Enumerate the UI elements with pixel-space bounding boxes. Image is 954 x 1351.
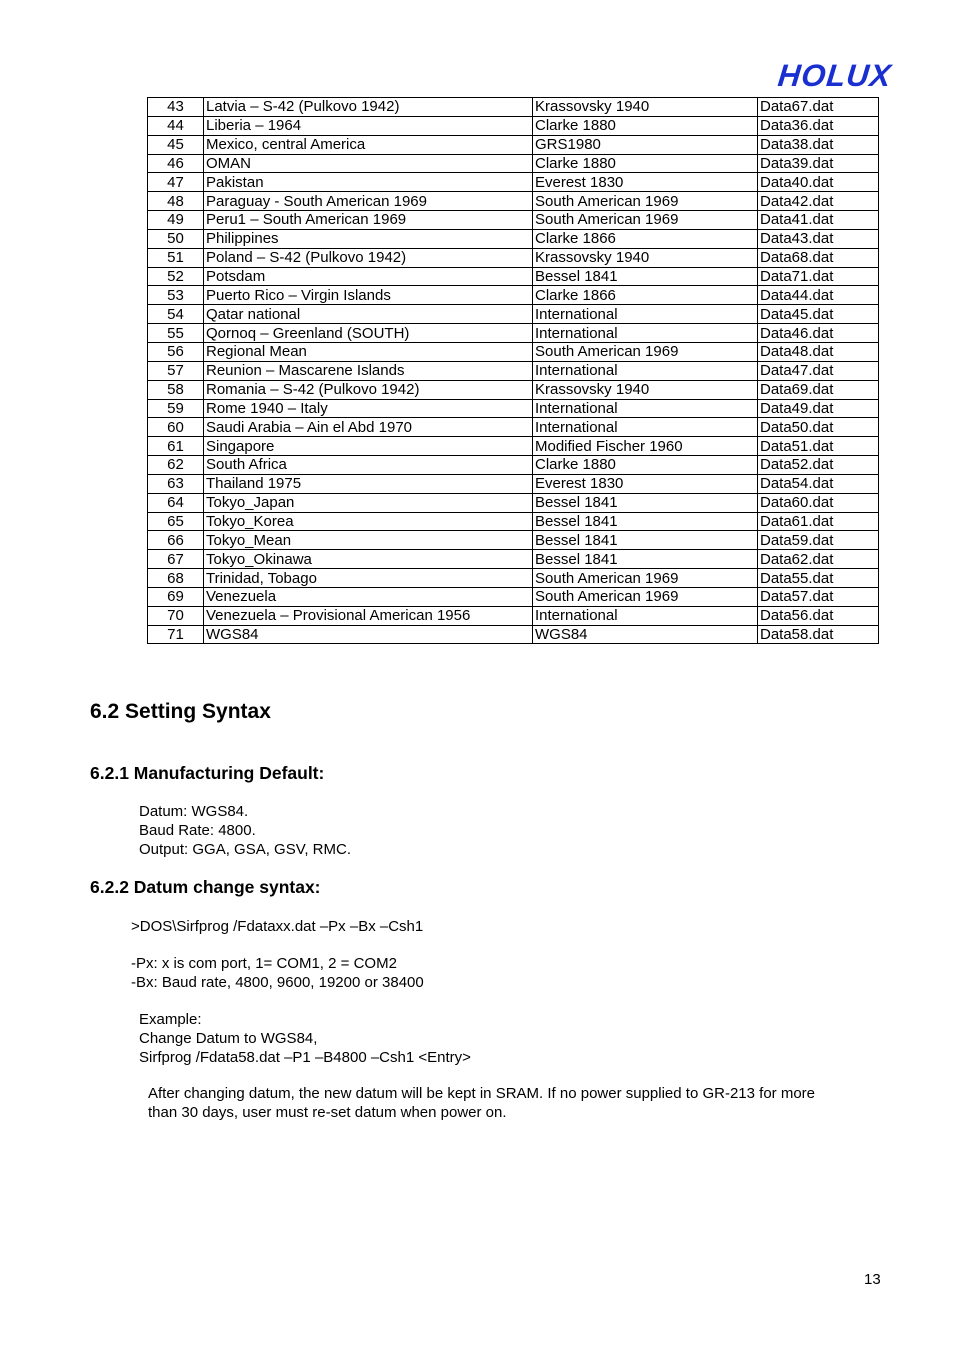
row-number-cell: 44 [148,116,204,135]
row-number-cell: 48 [148,192,204,211]
data-file-cell: Data68.dat [758,248,879,267]
datum-name-cell: Reunion – Mascarene Islands [204,361,533,380]
ellipsoid-cell: International [533,305,758,324]
default-settings [139,802,351,859]
row-number-cell: 68 [148,569,204,588]
data-file-cell: Data69.dat [758,380,879,399]
row-number-cell: 57 [148,361,204,380]
ellipsoid-cell: Bessel 1841 [533,550,758,569]
datum-name-cell: Romania – S-42 (Pulkovo 1942) [204,380,533,399]
ellipsoid-cell: Everest 1830 [533,173,758,192]
datum-name-cell: Qatar national [204,305,533,324]
sram-note [148,1084,815,1122]
data-file-cell: Data58.dat [758,625,879,644]
data-file-cell: Data40.dat [758,173,879,192]
datum-table [147,97,879,644]
ellipsoid-cell: Clarke 1866 [533,286,758,305]
ellipsoid-cell: Bessel 1841 [533,493,758,512]
table-row [148,437,879,456]
ellipsoid-cell: Bessel 1841 [533,512,758,531]
row-number-cell: 56 [148,342,204,361]
holux-logo: HOLUX [776,58,894,93]
ellipsoid-cell: Clarke 1880 [533,116,758,135]
table-row [148,229,879,248]
table-row [148,324,879,343]
data-file-cell: Data39.dat [758,154,879,173]
datum-name-cell: OMAN [204,154,533,173]
data-file-cell: Data51.dat [758,437,879,456]
ellipsoid-cell: WGS84 [533,625,758,644]
row-number-cell: 52 [148,267,204,286]
datum-name-cell: Mexico, central America [204,135,533,154]
ellipsoid-cell: International [533,361,758,380]
row-number-cell: 66 [148,531,204,550]
ellipsoid-cell: GRS1980 [533,135,758,154]
ellipsoid-cell: Krassovsky 1940 [533,380,758,399]
datum-name-cell: Tokyo_Japan [204,493,533,512]
table-row [148,418,879,437]
ellipsoid-cell: Bessel 1841 [533,531,758,550]
table-row [148,380,879,399]
data-file-cell: Data38.dat [758,135,879,154]
row-number-cell: 53 [148,286,204,305]
command-syntax: >DOS\Sirfprog /Fdataxx.dat –Px –Bx –Csh1 [131,918,424,935]
row-number-cell: 58 [148,380,204,399]
data-file-cell: Data42.dat [758,192,879,211]
table-row [148,116,879,135]
row-number-cell: 63 [148,474,204,493]
row-number-cell: 65 [148,512,204,531]
data-file-cell: Data54.dat [758,474,879,493]
row-number-cell: 60 [148,418,204,437]
table-row [148,512,879,531]
row-number-cell: 59 [148,399,204,418]
datum-name-cell: Pakistan [204,173,533,192]
table-row [148,248,879,267]
table-row [148,267,879,286]
data-file-cell: Data61.dat [758,512,879,531]
default-output-line: Output: GGA, GSA, GSV, RMC. [139,841,352,858]
ellipsoid-cell: International [533,399,758,418]
ellipsoid-cell: Krassovsky 1940 [533,248,758,267]
datum-name-cell: Tokyo_Okinawa [204,550,533,569]
datum-name-cell: Latvia – S-42 (Pulkovo 1942) [204,98,533,117]
datum-name-cell: Philippines [204,229,533,248]
example-label: Example: [139,1011,202,1028]
data-file-cell: Data47.dat [758,361,879,380]
table-row [148,550,879,569]
row-number-cell: 49 [148,211,204,230]
row-number-cell: 46 [148,154,204,173]
data-file-cell: Data56.dat [758,606,879,625]
datum-name-cell: Rome 1940 – Italy [204,399,533,418]
ellipsoid-cell: South American 1969 [533,342,758,361]
ellipsoid-cell: International [533,324,758,343]
row-number-cell: 43 [148,98,204,117]
row-number-cell: 69 [148,587,204,606]
data-file-cell: Data49.dat [758,399,879,418]
table-row [148,587,879,606]
data-file-cell: Data36.dat [758,116,879,135]
table-row [148,606,879,625]
ellipsoid-cell: South American 1969 [533,569,758,588]
datum-name-cell: Trinidad, Tobago [204,569,533,588]
table-row [148,154,879,173]
data-file-cell: Data43.dat [758,229,879,248]
data-file-cell: Data45.dat [758,305,879,324]
row-number-cell: 45 [148,135,204,154]
row-number-cell: 64 [148,493,204,512]
param-port-line: -Px: x is com port, 1= COM1, 2 = COM2 [131,955,397,972]
datum-name-cell: Singapore [204,437,533,456]
datum-name-cell: Paraguay - South American 1969 [204,192,533,211]
row-number-cell: 51 [148,248,204,267]
table-row [148,531,879,550]
table-row [148,361,879,380]
table-row [148,211,879,230]
table-row [148,286,879,305]
row-number-cell: 67 [148,550,204,569]
data-file-cell: Data50.dat [758,418,879,437]
data-file-cell: Data48.dat [758,342,879,361]
ellipsoid-cell: Krassovsky 1940 [533,98,758,117]
example-block [139,1010,471,1067]
table-row [148,456,879,475]
row-number-cell: 71 [148,625,204,644]
section-title: 6.2 Setting Syntax [90,700,271,723]
datum-name-cell: Peru1 – South American 1969 [204,211,533,230]
sram-note-line-2: than 30 days, user must re-set datum when power on. [148,1104,507,1121]
default-datum-line: Datum: WGS84. [139,803,249,820]
data-file-cell: Data60.dat [758,493,879,512]
sram-note-line-1: After changing datum, the new datum will be kept in SRAM. If no power supplied to GR-213 for more [148,1085,816,1102]
example-description: Change Datum to WGS84, [139,1030,318,1047]
ellipsoid-cell: Modified Fischer 1960 [533,437,758,456]
table-row [148,474,879,493]
datum-name-cell: Tokyo_Korea [204,512,533,531]
table-row [148,192,879,211]
datum-name-cell: Saudi Arabia – Ain el Abd 1970 [204,418,533,437]
ellipsoid-cell: International [533,418,758,437]
table-row [148,569,879,588]
data-file-cell: Data67.dat [758,98,879,117]
ellipsoid-cell: South American 1969 [533,192,758,211]
data-file-cell: Data52.dat [758,456,879,475]
datum-table-body [148,98,879,644]
datum-name-cell: Potsdam [204,267,533,286]
table-row [148,305,879,324]
datum-name-cell: Tokyo_Mean [204,531,533,550]
datum-name-cell: Poland – S-42 (Pulkovo 1942) [204,248,533,267]
row-number-cell: 50 [148,229,204,248]
data-file-cell: Data71.dat [758,267,879,286]
row-number-cell: 54 [148,305,204,324]
datum-name-cell: WGS84 [204,625,533,644]
table-row [148,135,879,154]
table-row [148,625,879,644]
table-row [148,399,879,418]
param-baud-line: -Bx: Baud rate, 4800, 9600, 19200 or 38400 [131,974,424,991]
table-row [148,98,879,117]
data-file-cell: Data59.dat [758,531,879,550]
subsection-manufacturing-default-title: 6.2.1 Manufacturing Default: [90,763,325,783]
data-file-cell: Data57.dat [758,587,879,606]
datum-name-cell: Venezuela [204,587,533,606]
row-number-cell: 47 [148,173,204,192]
datum-name-cell: South Africa [204,456,533,475]
table-row [148,173,879,192]
ellipsoid-cell: South American 1969 [533,211,758,230]
data-file-cell: Data41.dat [758,211,879,230]
data-file-cell: Data55.dat [758,569,879,588]
table-row [148,342,879,361]
datum-name-cell: Thailand 1975 [204,474,533,493]
datum-name-cell: Venezuela – Provisional American 1956 [204,606,533,625]
data-file-cell: Data46.dat [758,324,879,343]
row-number-cell: 62 [148,456,204,475]
ellipsoid-cell: South American 1969 [533,587,758,606]
example-command: Sirfprog /Fdata58.dat –P1 –B4800 –Csh1 <Entry> [139,1049,471,1066]
datum-name-cell: Puerto Rico – Virgin Islands [204,286,533,305]
ellipsoid-cell: Clarke 1880 [533,154,758,173]
ellipsoid-cell: International [533,606,758,625]
ellipsoid-cell: Bessel 1841 [533,267,758,286]
datum-name-cell: Qornoq – Greenland (SOUTH) [204,324,533,343]
ellipsoid-cell: Everest 1830 [533,474,758,493]
data-file-cell: Data62.dat [758,550,879,569]
datum-name-cell: Regional Mean [204,342,533,361]
default-baud-line: Baud Rate: 4800. [139,822,256,839]
data-file-cell: Data44.dat [758,286,879,305]
datum-name-cell: Liberia – 1964 [204,116,533,135]
row-number-cell: 70 [148,606,204,625]
subsection-datum-change-title: 6.2.2 Datum change syntax: [90,877,321,897]
page-number: 13 [864,1271,881,1288]
ellipsoid-cell: Clarke 1866 [533,229,758,248]
row-number-cell: 55 [148,324,204,343]
ellipsoid-cell: Clarke 1880 [533,456,758,475]
row-number-cell: 61 [148,437,204,456]
table-row [148,493,879,512]
parameter-list [131,954,424,992]
